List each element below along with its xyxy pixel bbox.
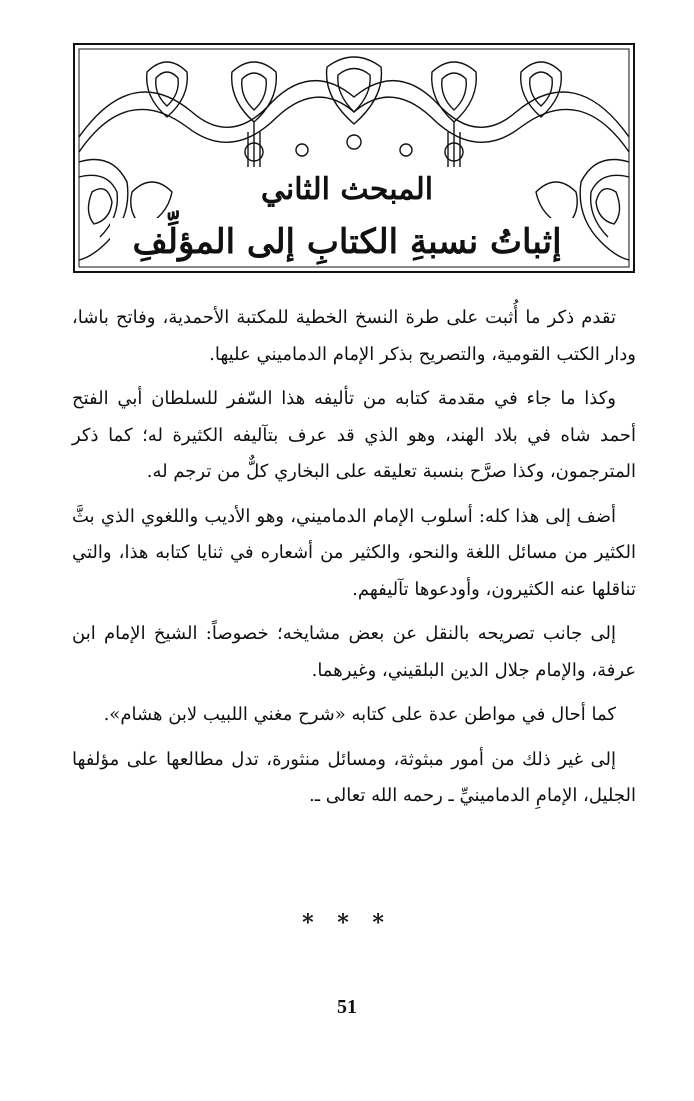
paragraph: كما أحال في مواطن عدة على كتابه «شرح مغني اللبيب لابن هشام». <box>103 704 616 725</box>
paragraph: إلى غير ذلك من أمور مبثوثة، ومسائل منثورة، تدل مطالعها على مؤلفها الجليل، الإمامِ الدمامينيِّ ـ رحمه الله تعالى ـ. <box>72 748 636 806</box>
paragraph: تقدم ذكر ما أُثبت على طرة النسخ الخطية للمكتبة الأحمدية، وفاتح باشا، ودار الكتب القومية، والتصريح بذكر الإمام الدماميني عليها. <box>72 307 636 365</box>
paragraph: أضف إلى هذا كله: أسلوب الإمام الدماميني، وهو الأديب واللغوي الذي بثَّ الكثير من مسائل اللغة والنحو، والكثير من أشعاره في ثنايا كتابه هذا، والتي تناقلها عنه الكثيرون، وأودعوها تآليفهم. <box>72 505 636 600</box>
paragraph: وكذا ما جاء في مقدمة كتابه من تأليفه هذا السّفر للسلطان أبي الفتح أحمد شاه في بلاد الهند، وهو الذي قد عرف بتآليفه الكثيرة له؛ كما ذكر المترجمون، وكذا صرَّح بنسبة تعليقه على البخاري كلٌّ من ترجم له. <box>72 388 636 482</box>
body-text <box>72 300 636 823</box>
section-title: إثباتُ نسبةِ الكتابِ إلى المؤلِّفِ <box>110 218 584 266</box>
section-subtitle: المبحث الثاني <box>200 170 494 210</box>
paragraph: إلى جانب تصريحه بالنقل عن بعض مشايخه؛ خصوصاً: الشيخ الإمام ابن عرفة، والإمام جلال الدين البلقيني، وغيرهما. <box>72 623 636 681</box>
page-number: 51 <box>337 996 357 1018</box>
section-separator: * * * <box>302 910 392 936</box>
